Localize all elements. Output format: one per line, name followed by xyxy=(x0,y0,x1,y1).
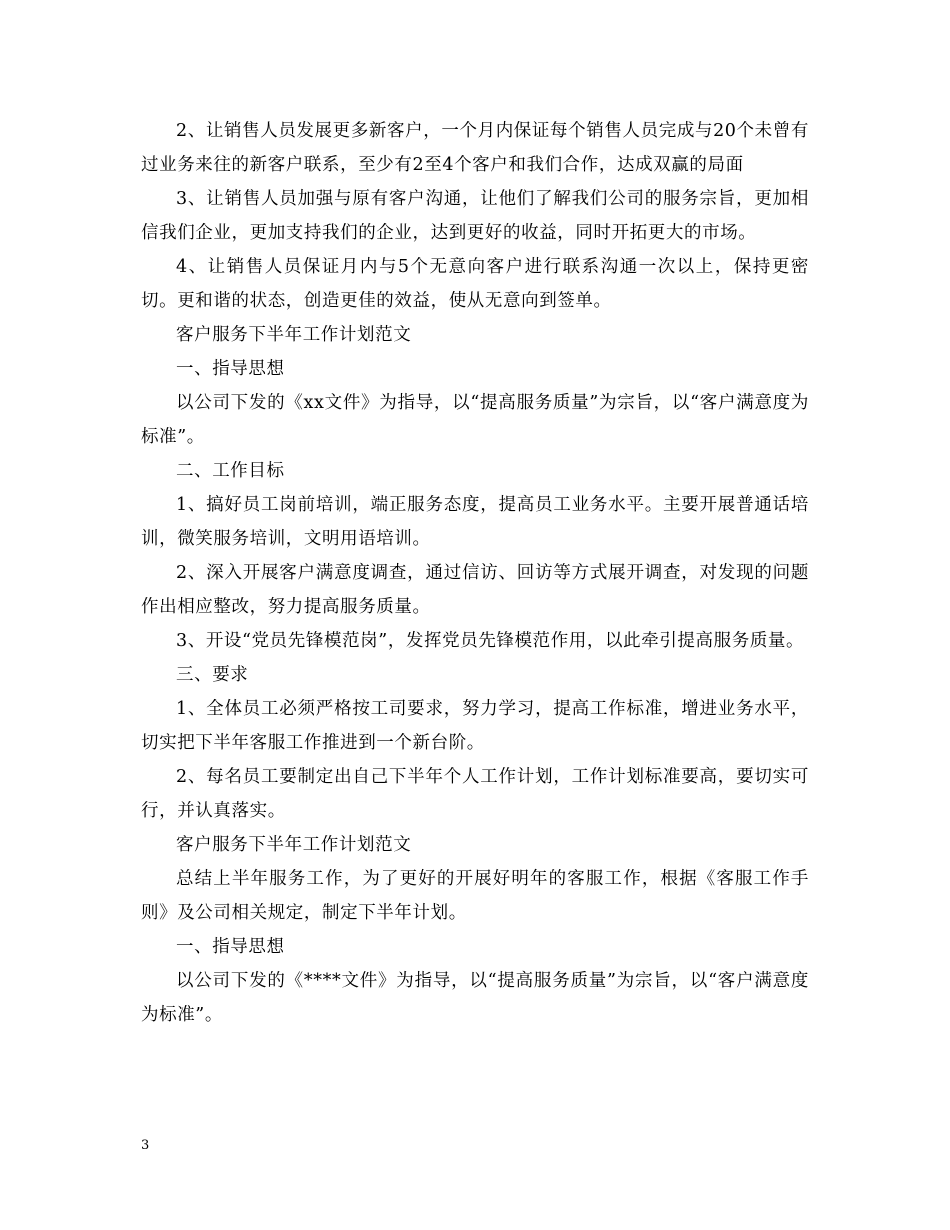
heading-work-goals: 二、工作目标 xyxy=(176,461,285,481)
paragraph-goal-3: 3、让销售人员加强与原有客户沟通，让他们了解我们公司的服务宗旨，更加相信我们企业，更加支持我们的企业，达到更好的收益，同时开拓更大的市场。 xyxy=(141,189,809,243)
paragraph-guiding-thought: 以公司下发的《xx文件》为指导，以“提高服务质量”为宗旨，以“客户满意度为标准”。 xyxy=(141,393,809,447)
paragraph-goal-2: 2、让销售人员发展更多新客户，一个月内保证每个销售人员完成与20个未曾有过业务来往的新客户联系，至少有2至4个客户和我们合作，达成双赢的局面 xyxy=(141,121,809,175)
paragraph-requirement-1: 1、全体员工必须严格按工司要求，努力学习，提高工作标准，增进业务水平，切实把下半年客服工作推进到一个新台阶。 xyxy=(141,699,809,753)
paragraph-goal-4: 4、让销售人员保证月内与5个无意向客户进行联系沟通一次以上，保持更密切。更和谐的状态，创造更佳的效益，使从无意向到签单。 xyxy=(141,257,809,311)
document-body xyxy=(141,114,809,1032)
heading-guiding-thought: 一、指导思想 xyxy=(176,359,285,379)
section-title-2: 客户服务下半年工作计划范文 xyxy=(176,835,412,855)
page-number: 3 xyxy=(141,1138,150,1153)
paragraph-work-goal-1: 1、搞好员工岗前培训，端正服务态度，提高员工业务水平。主要开展普通话培训，微笑服务培训，文明用语培训。 xyxy=(141,495,809,549)
heading-guiding-thought-2: 一、指导思想 xyxy=(176,937,285,957)
paragraph-requirement-2: 2、每名员工要制定出自己下半年个人工作计划，工作计划标准要高，要切实可行，并认真落实。 xyxy=(141,767,809,821)
paragraph-work-goal-2: 2、深入开展客户满意度调查，通过信访、回访等方式展开调查，对发现的问题作出相应整改，努力提高服务质量。 xyxy=(141,563,809,617)
heading-requirements: 三、要求 xyxy=(176,665,249,685)
paragraph-work-goal-3: 3、开设“党员先锋模范岗”，发挥党员先锋模范作用，以此牵引提高服务质量。 xyxy=(176,631,805,651)
paragraph-guiding-thought-2: 以公司下发的《****文件》为指导，以“提高服务质量”为宗旨，以“客户满意度为标准”。 xyxy=(141,971,809,1025)
paragraph-summary: 总结上半年服务工作，为了更好的开展好明年的客服工作，根据《客服工作手则》及公司相关规定，制定下半年计划。 xyxy=(141,869,809,923)
section-title: 客户服务下半年工作计划范文 xyxy=(176,325,412,345)
